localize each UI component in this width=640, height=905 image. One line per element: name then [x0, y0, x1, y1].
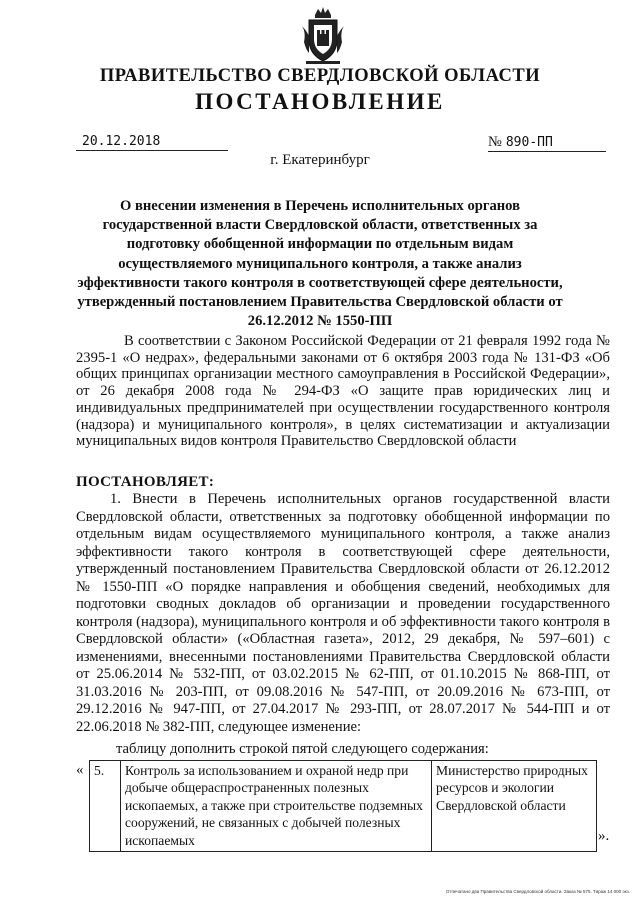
coat-of-arms-icon [300, 6, 346, 66]
inserted-table [89, 760, 597, 852]
row-number: 5. [90, 761, 121, 852]
document-number [488, 134, 606, 152]
document-type: ПОСТАНОВЛЕНИЕ [195, 89, 445, 114]
document-subject: О внесении изменения в Перечень исполнительных органов государственной власти Свердловской области, ответственных за подготовку обобщенной информации по отдельным видам осуществляемого муниципального контроля, а также анализ эффективности такого контроля в соответствующей сфере деятельности, утвержденный постановлением Правительства Свердловской области от 26.12.2012 № 1550-ПП [77, 198, 563, 330]
city: г. Екатеринбург [270, 152, 370, 168]
document-date: 20.12.2018 [76, 134, 228, 151]
quote-open: « [76, 762, 84, 778]
responsible-authority: Министерство природных ресурсов и экологии Свердловской области [432, 761, 597, 852]
number-sign: № [488, 134, 502, 150]
table-intro: таблицу дополнить строкой пятой следующего содержания: [116, 741, 489, 757]
number-value: 890-ПП [505, 135, 553, 150]
table-row [90, 761, 597, 852]
quote-close: ». [598, 828, 610, 844]
decree-heading: ПОСТАНОВЛЯЕТ: [76, 474, 215, 490]
government-name: ПРАВИТЕЛЬСТВО СВЕРДЛОВСКОЙ ОБЛАСТИ [99, 66, 541, 86]
item-1-paragraph: 1. Внести в Перечень исполнительных органов государственной власти Свердловской области, ответственных за подготовку обобщенной информации по отдельным видам осуществляемого муниципального контроля, а также анализ эффективности такого контроля в соответствующей сфере деятельности, утвержденный постановлением Правительства Свердловской области от 26.12.2012 № 1550-ПП «О порядке направления и обобщения сведений, необходимых для подготовки сводных докладов об организации и проведении государственного контроля (надзора), муниципального контроля и об эффективности такого контроля в Свердловской области» («Областная газета», 2012, 29 декабря, № 597–601) с изменениями, внесенными постановлениями Правительства Свердловской области от 25.06.2014 № 532-ПП, от 03.02.2015 № 62-ПП, от 01.10.2015 № 868-ПП, от 31.03.2016 № 203-ПП, от 09.08.2016 № 547-ПП, от 20.09.2016 № 673-ПП, от 29.12.2016 № 947-ПП, от 27.04.2017 № 293-ПП, от 28.07.2017 № 544-ПП и от 22.06.2018 № 382-ПП, следующее изменение: [76, 491, 610, 735]
control-type: Контроль за использованием и охраной недр при добыче общераспространенных полезных ископаемых, а также при строительстве подземных сооружений, не связанных с добычей полезных ископаемых [121, 761, 432, 852]
printing-note: Отпечатано два Правительства Свердловской области. Заказ № 575. Тираж 14 000 экз. [445, 889, 630, 894]
preamble-paragraph: В соответствии с Законом Российской Федерации от 21 февраля 1992 года № 2395-1 «О недрах», федеральными законами от 6 октября 2003 года № 131-ФЗ «Об общих принципах организации местного самоуправления в Российской Федерации», от 26 декабря 2008 года № 294-ФЗ «О защите прав юридических лиц и индивидуальных предпринимателей при осуществлении государственного контроля (надзора) и муниципального контроля», в целях систематизации и актуализации муниципальных видов контроля Правительство Свердловской области [76, 333, 610, 450]
